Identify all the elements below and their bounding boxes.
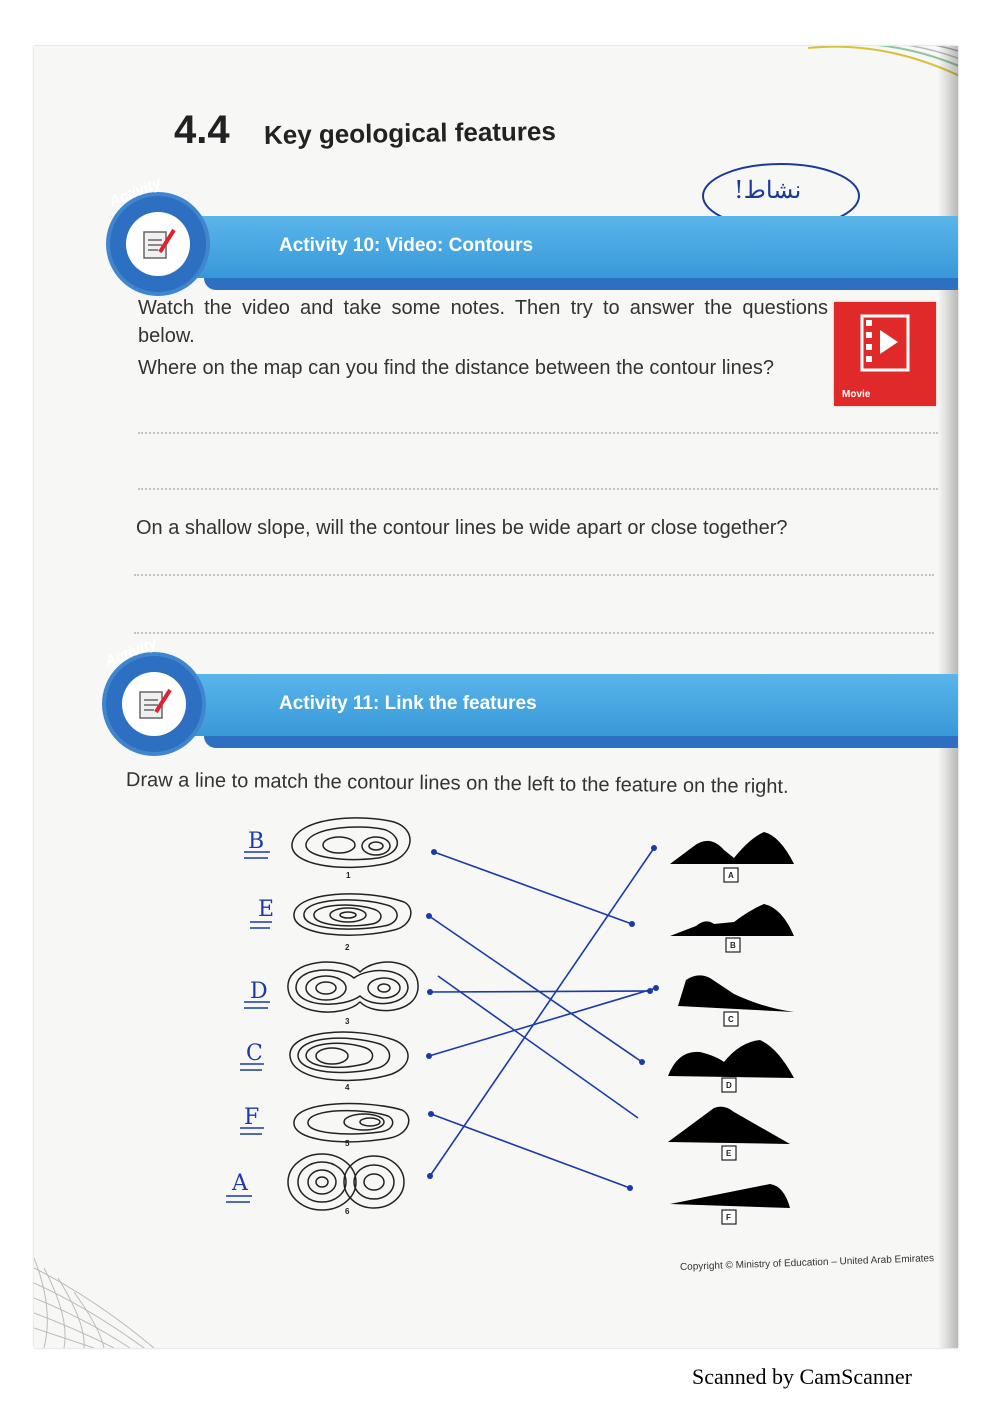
- answer-letter-5: F: [244, 1105, 260, 1130]
- activity10-question2: On a shallow slope, will the contour lines be wide apart or close together?: [136, 517, 788, 539]
- feature-label-d: D: [726, 1081, 732, 1090]
- feature-label-c: C: [728, 1015, 734, 1024]
- feature-label-b: B: [730, 941, 736, 950]
- section-title: Key geological features: [263, 115, 557, 150]
- workbook-page: [34, 46, 958, 1348]
- contour-map-1: [292, 818, 410, 867]
- answer-letter-6: A: [232, 1171, 248, 1196]
- cross-section-c: [678, 975, 794, 1012]
- cross-section-f: [670, 1184, 790, 1208]
- answer-letter-3: D: [250, 979, 268, 1004]
- contour-map-3: [288, 962, 418, 1012]
- contour-number-4: 4: [345, 1083, 350, 1092]
- answer-letter-1: B: [248, 829, 265, 854]
- movie-label: Movie: [842, 389, 871, 400]
- matching-exercise: [34, 46, 958, 1348]
- activity10-question1: Where on the map can you find the distance between the contour lines?: [138, 357, 774, 379]
- scanner-watermark: Scanned by CamScanner: [692, 1364, 912, 1389]
- contour-map-5: [294, 1104, 409, 1142]
- corner-lattice-decoration: [34, 1208, 154, 1348]
- contour-map-2: [294, 894, 411, 935]
- feature-label-a: A: [728, 871, 734, 880]
- activity10-badge-label: Activity: [106, 174, 164, 211]
- feature-label-f: F: [726, 1213, 731, 1222]
- handwritten-note: !نشاط: [734, 176, 802, 204]
- activity11-instruction: Draw a line to match the contour lines on the left to the feature on the right.: [125, 769, 789, 798]
- feature-label-e: E: [726, 1149, 732, 1158]
- contour-map-4: [290, 1032, 408, 1080]
- answer-letter-4: C: [246, 1041, 263, 1066]
- contour-number-3: 3: [345, 1017, 350, 1026]
- handwritten-answers: [231, 829, 274, 1196]
- activity11-title: Activity 11: Link the features: [279, 693, 537, 714]
- activity11-badge-label: Activity: [102, 634, 160, 671]
- contour-number-2: 2: [345, 943, 350, 952]
- cross-section-a: [670, 832, 794, 864]
- contour-map-6: [288, 1154, 404, 1210]
- cross-section-d: [668, 1040, 794, 1078]
- contour-number-6: 6: [345, 1207, 350, 1216]
- cross-section-b: [670, 904, 794, 936]
- copyright-notice: Copyright © Ministry of Education – United Arab Emirates: [679, 1253, 935, 1273]
- cross-section-e: [668, 1107, 790, 1144]
- contour-number-1: 1: [346, 871, 351, 880]
- answer-letter-2: E: [258, 897, 275, 922]
- activity10-instruction: Watch the video and take some notes. Then try to answer the questions below.: [138, 297, 828, 347]
- section-number: 4.4: [174, 108, 230, 152]
- drawn-answer-dots: [426, 845, 659, 1191]
- activity10-title: Activity 10: Video: Contours: [279, 235, 534, 256]
- drawn-answer-lines: [429, 848, 656, 1188]
- contour-number-5: 5: [345, 1139, 350, 1148]
